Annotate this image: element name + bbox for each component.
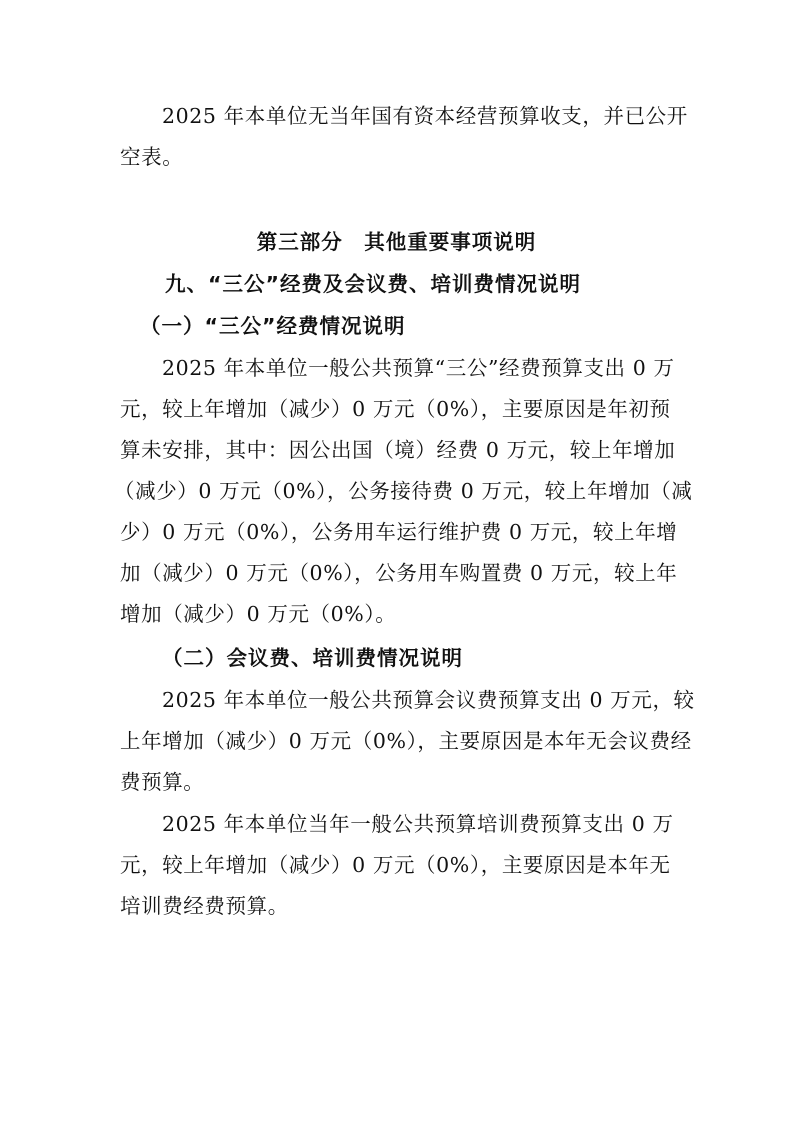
part-title: 第三部分 其他重要事项说明 [256, 230, 537, 254]
paragraph-line: 培训费经费预算。 [120, 894, 289, 918]
paragraph-line: （减少）0 万元（0%），公务接待费 0 万元，较上年增加（减 [114, 479, 693, 503]
paragraph-line: 算未安排，其中：因公出国（境）经费 0 万元，较上年增加 [120, 438, 676, 462]
paragraph-line: 2025 年本单位无当年国有资本经营预算收支，并已公开 [162, 104, 688, 128]
paragraph-line: 空表。 [120, 145, 184, 169]
paragraph-line: 2025 年本单位当年一般公共预算培训费预算支出 0 万 [162, 812, 674, 836]
subsection-title: （一）“三公”经费情况说明 [140, 314, 406, 338]
subsection-title: （二）会议费、培训费情况说明 [162, 646, 463, 670]
paragraph-line: 2025 年本单位一般公共预算会议费预算支出 0 万元，较 [162, 688, 695, 712]
paragraph-line: 元，较上年增加（减少）0 万元（0%），主要原因是年初预 [120, 397, 671, 421]
paragraph-line: 增加（减少）0 万元（0%）。 [120, 602, 397, 626]
paragraph-line: 少）0 万元（0%），公务用车运行维护费 0 万元，较上年增 [120, 520, 678, 544]
paragraph-line: 费预算。 [120, 770, 205, 794]
paragraph-line: 元，较上年增加（减少）0 万元（0%），主要原因是本年无 [120, 853, 671, 877]
paragraph-line: 2025 年本单位一般公共预算“三公”经费预算支出 0 万 [162, 356, 675, 380]
paragraph-line: 加（减少）0 万元（0%），公务用车购置费 0 万元，较上年 [120, 561, 678, 585]
section-title: 九、“三公”经费及会议费、培训费情况说明 [165, 272, 581, 296]
paragraph-line: 上年增加（减少）0 万元（0%），主要原因是本年无会议费经 [120, 729, 692, 753]
